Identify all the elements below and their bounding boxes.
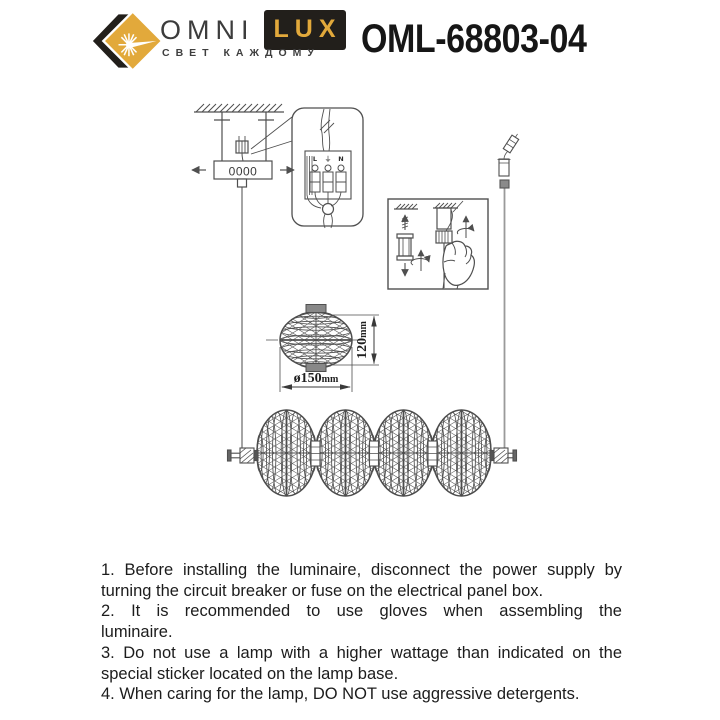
instruction-line: special sticker located on the lamp base. [101,664,399,683]
terminal-label-n: N [338,155,344,163]
coupler-icon [397,234,413,260]
instruction-line: 2. It is recommended to use gloves when assembling the [101,602,622,621]
hand-icon [443,241,474,289]
dim-height-label: 120mm [355,321,370,359]
instructions-text [101,560,622,705]
assembly-instructions-box [388,199,488,289]
ceiling-mount-diagram [192,104,294,187]
instruction-line: luminaire. [101,623,173,642]
cable-gripper-detail [498,132,521,188]
knurled-knob [436,231,452,243]
callout-wedge [251,117,292,154]
rotate-arrow-left-icon [411,250,429,271]
brand-name-omni: OMNI [160,14,255,45]
screw-icon [402,215,408,230]
dim-diameter-label: ø150mm [293,371,339,386]
brand-name-lux: LUX [273,15,342,43]
model-number: OML-68803-04 [361,17,587,61]
canopy-code: 0000 [228,164,258,179]
brand-tagline: СВЕТ КАЖДОМУ [162,47,320,59]
luminaire-drawing [228,329,517,577]
instruction-line: 3. Do not use a lamp with a higher wattage than indicated on the [101,643,622,662]
instruction-line: 1. Before installing the luminaire, disconnect the power supply by [101,561,622,579]
right-end-mount [490,448,517,463]
wiring-detail-callout [292,108,363,228]
instruction-line: 4. When caring for the lamp, DO NOT use aggressive detergents. [101,685,580,704]
terminal-label-earth: ⏚ [324,155,332,163]
canopy-nipple [238,179,247,187]
terminal-block-small [236,136,248,161]
terminal-label-l: L [312,155,318,163]
instruction-line: turning the circuit breaker or fuse on the electrical panel box. [101,581,544,600]
left-end-mount [228,448,259,463]
rotate-arrow-right-icon [457,216,474,238]
